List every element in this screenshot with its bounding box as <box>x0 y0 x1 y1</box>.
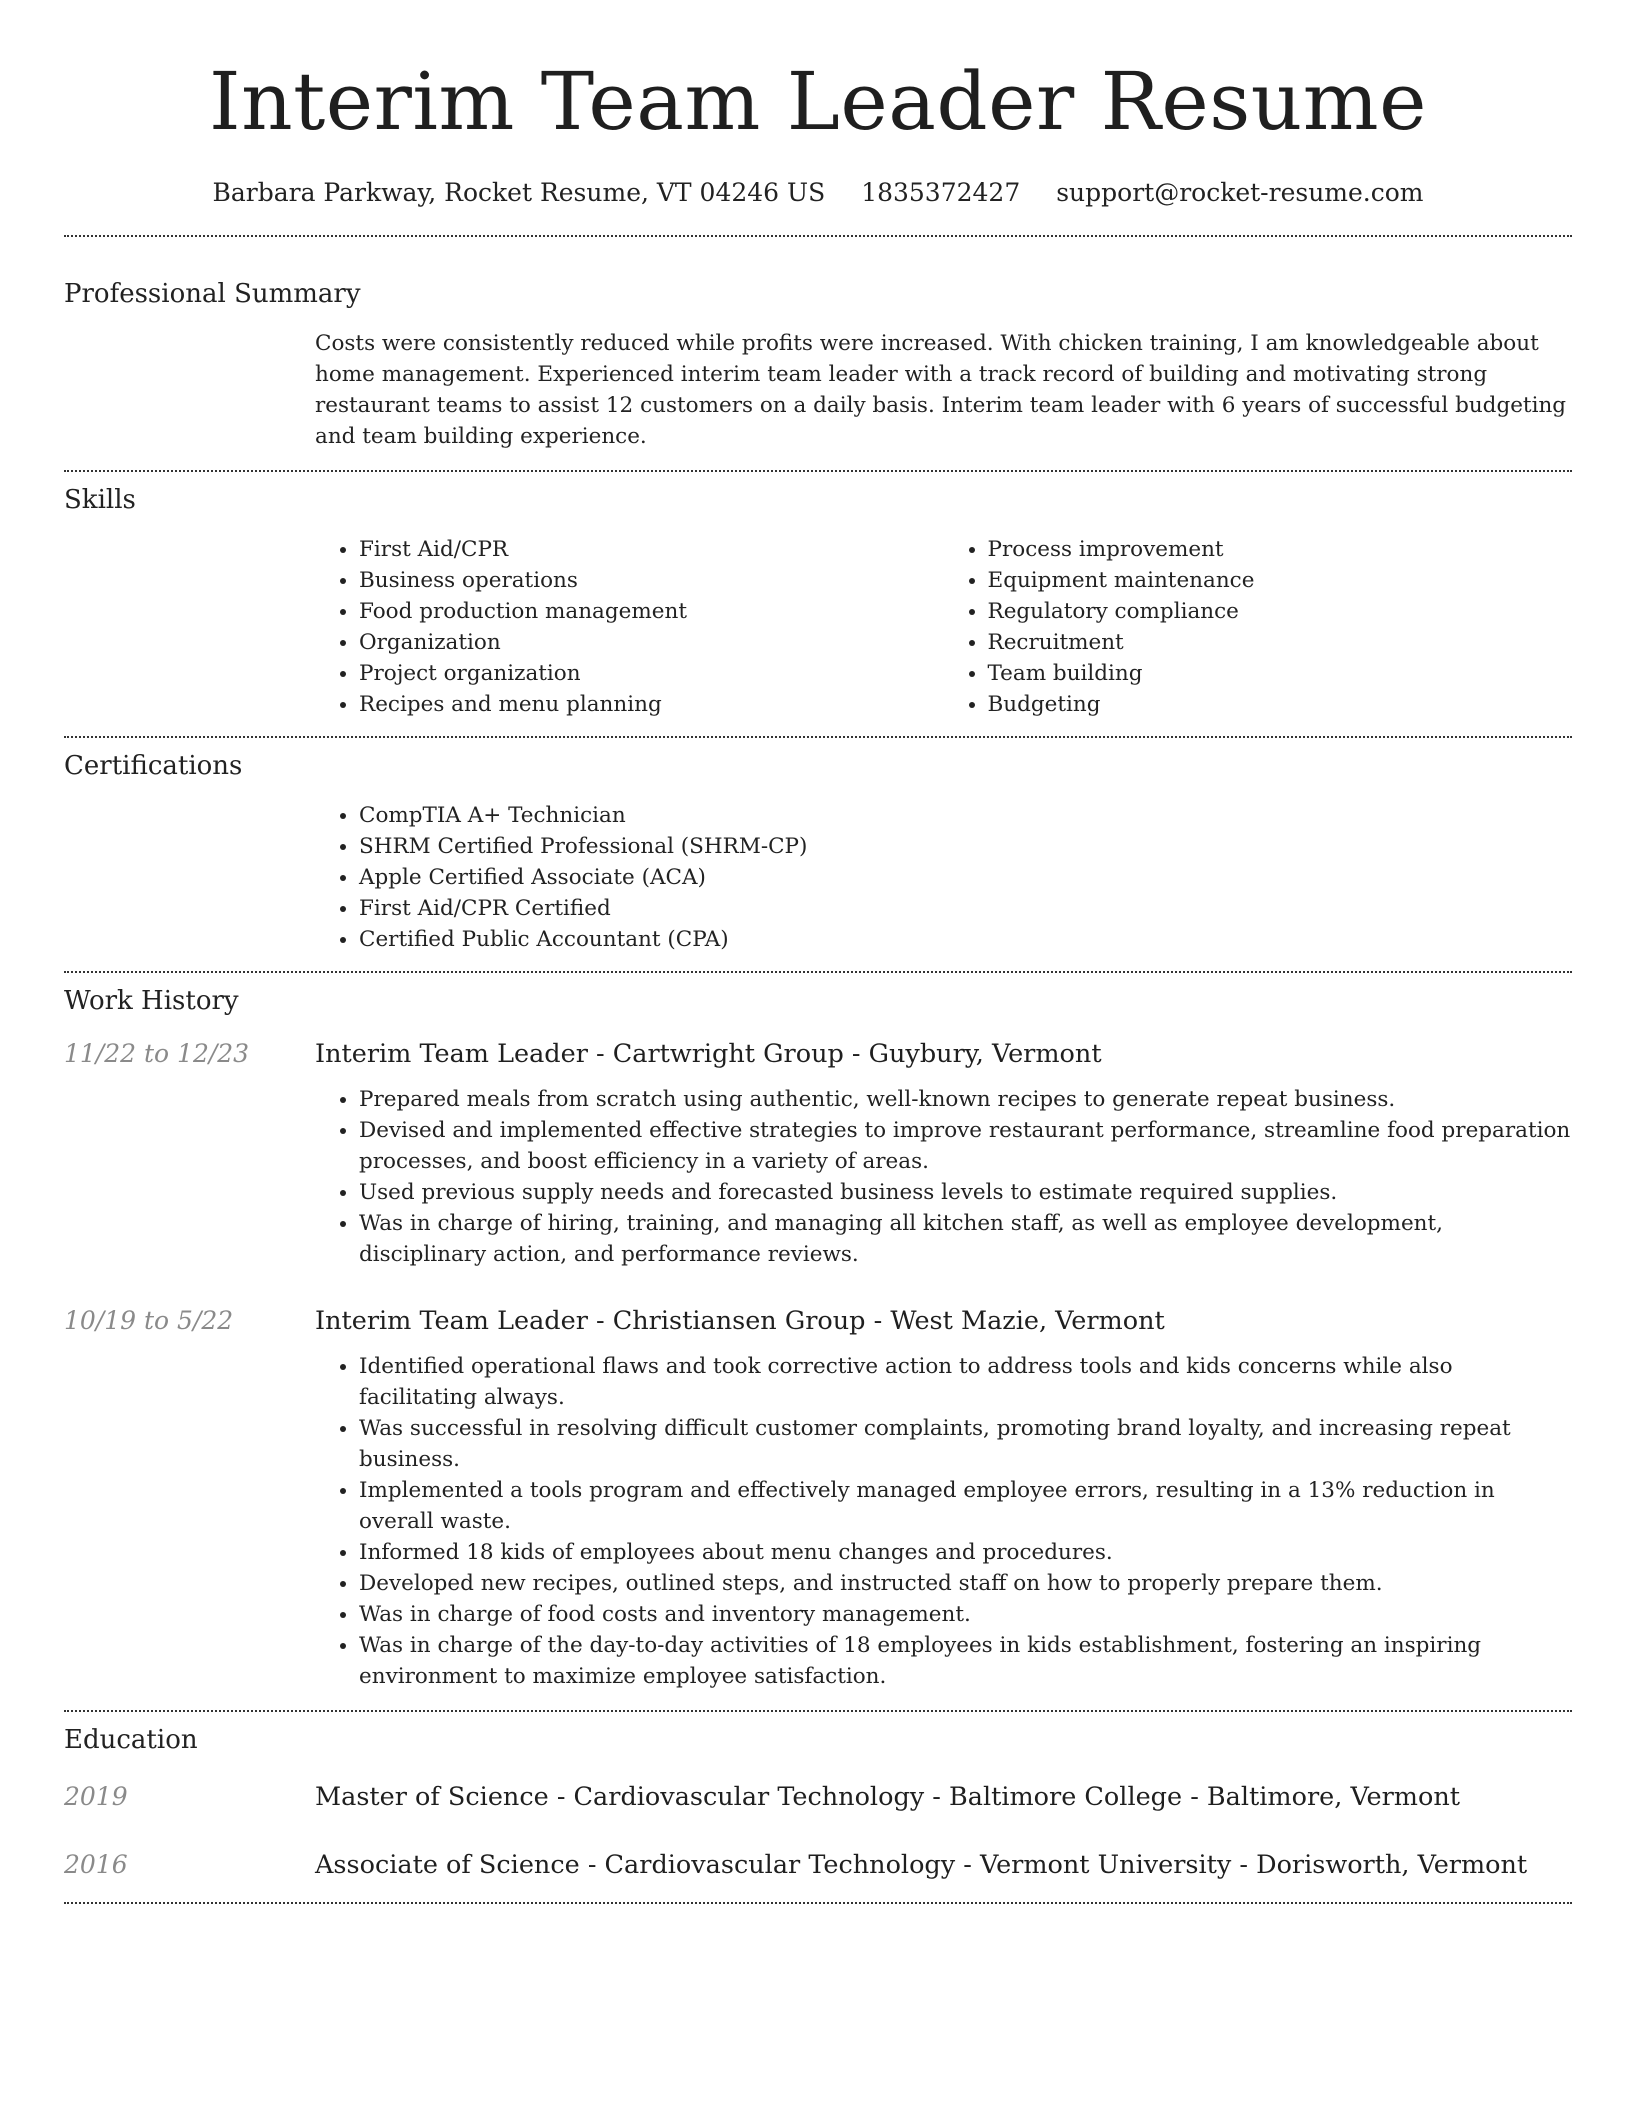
job-dates: 10/19 to 5/22 <box>64 1306 234 1335</box>
divider <box>64 470 1572 472</box>
skill-item: • Budgeting <box>988 689 1573 720</box>
certification-item: • Apple Certified Associate (ACA) <box>359 862 1572 893</box>
skill-item: • Regulatory compliance <box>988 596 1573 627</box>
divider <box>64 1902 1572 1904</box>
education-year: 2016 <box>64 1850 128 1879</box>
skills-list-left <box>315 534 944 720</box>
certifications-heading: Certifications <box>64 751 243 781</box>
job-bullet: • Implemented a tools program and effectively managed employee errors, resulting in a 13% reduction in overall waste. <box>359 1475 1572 1537</box>
job-bullet: • Was in charge of the day-to-day activities of 18 employees in kids establishment, fostering an inspiring environment to maximize employee satisfaction. <box>359 1630 1572 1692</box>
page-title: Interim Team Leader Resume <box>209 55 1427 148</box>
summary-heading: Professional Summary <box>64 279 361 309</box>
job-header <box>64 1304 1572 1338</box>
job-bullet: • Devised and implemented effective strategies to improve restaurant performance, streamline food preparation processes, and boost efficiency in a variety of areas. <box>359 1115 1572 1177</box>
skill-item: • Food production management <box>359 596 944 627</box>
education-entry <box>64 1848 1572 1882</box>
skills-heading: Skills <box>64 485 136 515</box>
job-bullet: • Informed 18 kids of employees about menu changes and procedures. <box>359 1537 1572 1568</box>
education-heading: Education <box>64 1725 198 1755</box>
certification-item: • CompTIA A+ Technician <box>359 800 1572 831</box>
job-dates: 11/22 to 12/23 <box>64 1039 250 1068</box>
skill-item: • Project organization <box>359 658 944 689</box>
job-bullet: • Prepared meals from scratch using authentic, well-known recipes to generate repeat business. <box>359 1084 1572 1115</box>
divider <box>64 971 1572 973</box>
job-bullet: • Was in charge of food costs and inventory management. <box>359 1599 1572 1630</box>
certifications-list <box>315 800 1572 955</box>
work-heading: Work History <box>64 986 239 1016</box>
job-bullet-list <box>315 1351 1572 1692</box>
divider <box>64 736 1572 738</box>
skill-item: • Team building <box>988 658 1573 689</box>
job-bullet: • Identified operational flaws and took corrective action to address tools and kids concerns while also facilitating always. <box>359 1351 1572 1413</box>
summary-text: Costs were consistently reduced while profits were increased. With chicken training, I am knowledgeable about home management. Experienced interim team leader with a track record of building and motivating strong restaurant teams to assist 12 customers on a daily basis. Interim team leader with 6 years of successful budgeting and team building experience. <box>315 331 1567 449</box>
job-bullet: • Was in charge of hiring, training, and managing all kitchen staff, as well as employee development, disciplinary action, and performance reviews. <box>359 1208 1572 1270</box>
certifications-section <box>64 749 1572 955</box>
skills-section <box>64 483 1572 720</box>
divider <box>64 235 1572 237</box>
resume-page <box>64 0 1572 1904</box>
skills-grid <box>315 534 1572 720</box>
divider <box>64 1710 1572 1712</box>
skills-list-right <box>944 534 1573 720</box>
education-degree: Master of Science - Cardiovascular Technology - Baltimore College - Baltimore, Vermont <box>315 1782 1461 1812</box>
job-bullets <box>315 1084 1572 1270</box>
certification-item: • SHRM Certified Professional (SHRM-CP) <box>359 831 1572 862</box>
skill-item: • Equipment maintenance <box>988 565 1573 596</box>
certification-item: • First Aid/CPR Certified <box>359 893 1572 924</box>
job-title: Interim Team Leader - Cartwright Group - Guybury, Vermont <box>315 1039 1102 1069</box>
job-entry <box>64 1037 1572 1270</box>
education-section <box>64 1723 1572 1882</box>
phone-text: 1835372427 <box>861 178 1021 207</box>
summary-section <box>64 277 1572 452</box>
contact-line <box>64 176 1572 210</box>
education-degree: Associate of Science - Cardiovascular Technology - Vermont University - Dorisworth, Vermont <box>315 1850 1528 1880</box>
certification-item: • Certified Public Accountant (CPA) <box>359 924 1572 955</box>
education-entry <box>64 1780 1572 1814</box>
skill-item: • Process improvement <box>988 534 1573 565</box>
job-header <box>64 1037 1572 1071</box>
skill-item: • Recruitment <box>988 627 1573 658</box>
skill-item: • First Aid/CPR <box>359 534 944 565</box>
skill-item: • Business operations <box>359 565 944 596</box>
job-bullet: • Used previous supply needs and forecasted business levels to estimate required supplies. <box>359 1177 1572 1208</box>
job-bullet: • Was successful in resolving difficult customer complaints, promoting brand loyalty, and increasing repeat business. <box>359 1413 1572 1475</box>
education-year: 2019 <box>64 1782 128 1811</box>
job-bullet-list <box>315 1084 1572 1270</box>
skill-item: • Organization <box>359 627 944 658</box>
email-link[interactable]: support@rocket-resume.com <box>1056 178 1424 207</box>
work-section <box>64 984 1572 1692</box>
address-text: Barbara Parkway, Rocket Resume, VT 04246 US <box>212 178 826 207</box>
job-bullets <box>315 1351 1572 1692</box>
job-entry <box>64 1304 1572 1692</box>
skill-item: • Recipes and menu planning <box>359 689 944 720</box>
certifications-body <box>315 800 1572 955</box>
job-bullet: • Developed new recipes, outlined steps, and instructed staff on how to properly prepare them. <box>359 1568 1572 1599</box>
job-title: Interim Team Leader - Christiansen Group - West Mazie, Vermont <box>315 1306 1165 1336</box>
